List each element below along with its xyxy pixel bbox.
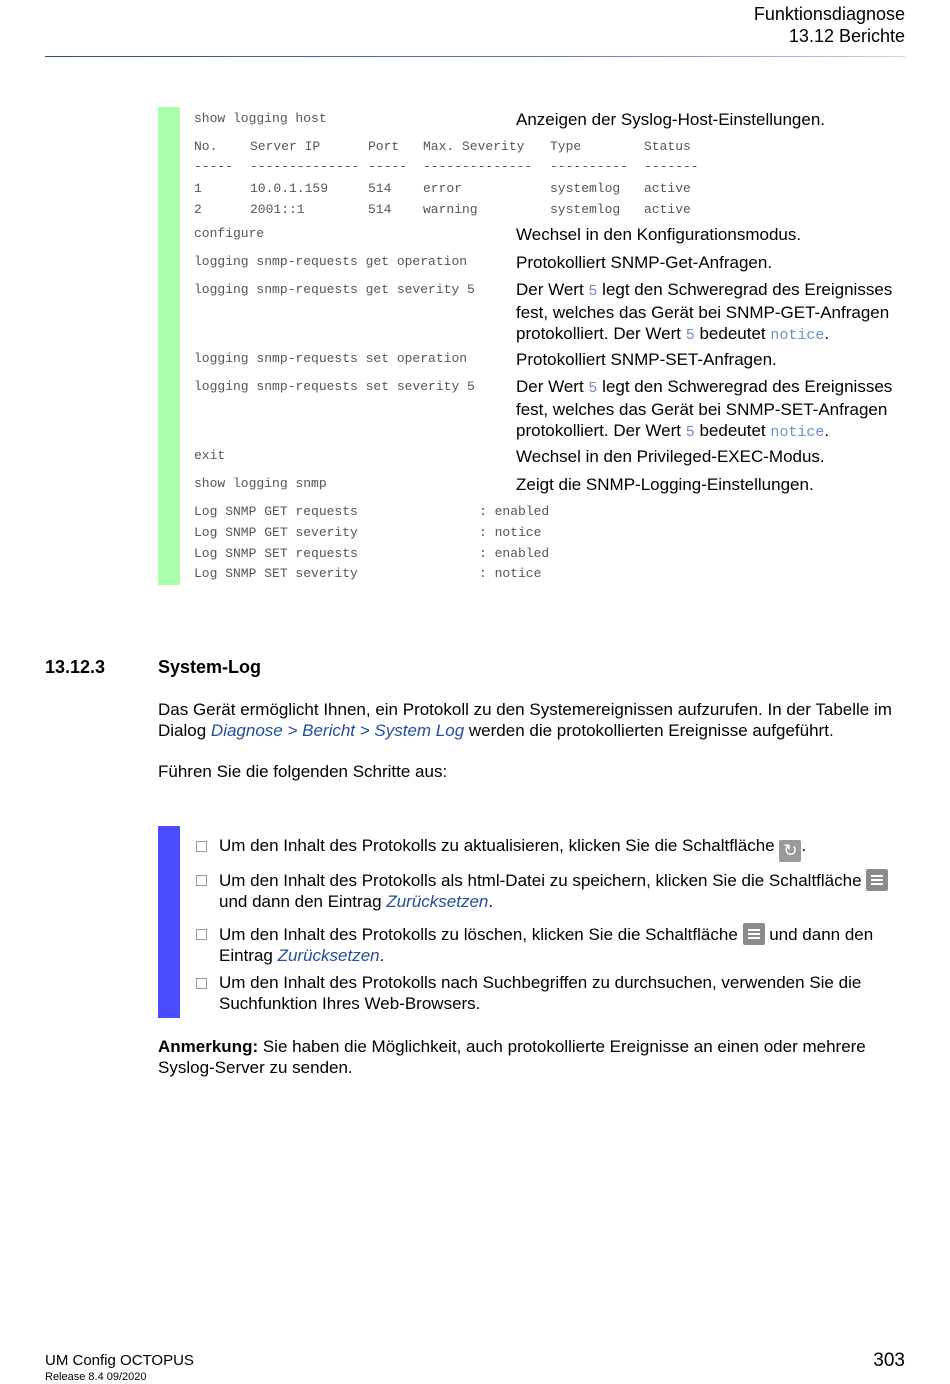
col-status: Status xyxy=(644,139,691,154)
section-intro: Das Gerät ermöglicht Ihnen, ein Protokoll zu den Systemereignissen aufzurufen. In der Tabelle im Dialog Diagnose > Bericht > System Log werden die protokollierten Ereignisse aufgeführt. xyxy=(158,700,892,740)
steps-marker xyxy=(158,826,180,1018)
command-set-operation: logging snmp-requests set operation xyxy=(194,351,468,366)
desc-get-operation: Protokolliert SNMP-Get-Anfragen. xyxy=(516,253,773,272)
output-value: : enabled xyxy=(479,546,550,561)
page-number: 303 xyxy=(873,1350,905,1371)
sep: ----- xyxy=(194,159,234,174)
step-checkbox[interactable] xyxy=(196,841,207,852)
desc-exit: Wechsel in den Privileged-EXEC-Modus. xyxy=(516,447,825,466)
step-checkbox[interactable] xyxy=(196,875,207,886)
output-row: Log SNMP SET requests xyxy=(194,546,358,561)
cell: error xyxy=(423,181,463,196)
reset-entry-link[interactable]: Zurücksetzen xyxy=(277,946,380,965)
step-item: Um den Inhalt des Protokolls als html-Datei zu speichern, klicken Sie die Schaltfläche und dann den Eintrag Zurücksetzen. xyxy=(196,869,906,913)
command-get-severity: logging snmp-requests get severity 5 xyxy=(194,282,475,297)
menu-icon xyxy=(866,869,888,891)
chapter-title: Funktionsdiagnose xyxy=(753,4,905,24)
steps-intro: Führen Sie die folgenden Schritte aus: xyxy=(158,762,448,781)
col-type: Type xyxy=(550,139,582,154)
dialog-path-link[interactable]: Diagnose > Bericht > System Log xyxy=(210,721,465,740)
col-no: No. xyxy=(194,139,218,154)
desc-set-operation: Protokolliert SNMP-SET-Anfragen. xyxy=(516,350,777,369)
cell: 514 xyxy=(368,202,392,217)
command-show-logging-snmp: show logging snmp xyxy=(194,476,327,491)
refresh-icon: ↻ xyxy=(779,840,801,862)
desc-configure: Wechsel in den Konfigurationsmodus. xyxy=(516,225,802,244)
step-item: Um den Inhalt des Protokolls zu löschen, klicken Sie die Schaltfläche und dann den Eintrag Zurücksetzen. xyxy=(196,923,906,967)
col-max-severity: Max. Severity xyxy=(423,139,525,154)
command-get-operation: logging snmp-requests get operation xyxy=(194,254,468,269)
command-set-severity: logging snmp-requests set severity 5 xyxy=(194,379,475,394)
cell: 1 xyxy=(194,181,202,196)
note: Anmerkung: Sie haben die Möglichkeit, auch protokollierte Ereignisse an einen oder mehrere Syslog-Server zu senden. xyxy=(158,1037,866,1077)
sep: ---------- xyxy=(550,159,629,174)
cell: warning xyxy=(423,202,478,217)
sep: ----- xyxy=(368,159,408,174)
cell: systemlog xyxy=(550,202,621,217)
footer-release: Release 8.4 09/2020 xyxy=(45,1371,147,1383)
command-exit: exit xyxy=(194,448,226,463)
step-item: Um den Inhalt des Protokolls zu aktualisieren, klicken Sie die Schaltfläche ↻ . xyxy=(196,835,906,859)
sep: -------------- xyxy=(423,159,533,174)
footer-title: UM Config OCTOPUS xyxy=(45,1352,194,1369)
output-value: : enabled xyxy=(479,504,550,519)
section-heading: System-Log xyxy=(158,657,262,677)
section-title: 13.12 Berichte xyxy=(788,26,905,46)
menu-icon xyxy=(743,923,765,945)
desc-get-severity: Der Wert 5 legt den Schweregrad des Ereignisses fest, welches das Gerät bei SNMP-GET-Anfragen protokolliert. Der Wert 5 bedeutet notice. xyxy=(516,280,893,344)
header-rule xyxy=(45,56,905,57)
command-show-logging-host: show logging host xyxy=(194,111,327,126)
cell: 2001::1 xyxy=(250,202,305,217)
cell: 10.0.1.159 xyxy=(250,181,329,196)
step-checkbox[interactable] xyxy=(196,978,207,989)
sep: -------------- xyxy=(250,159,360,174)
cell: 2 xyxy=(194,202,202,217)
step-checkbox[interactable] xyxy=(196,929,207,940)
cell: active xyxy=(644,202,691,217)
cell: 514 xyxy=(368,181,392,196)
reset-entry-link[interactable]: Zurücksetzen xyxy=(386,892,489,911)
output-row: Log SNMP SET severity xyxy=(194,566,358,581)
cell: active xyxy=(644,181,691,196)
command-configure: configure xyxy=(194,226,265,241)
desc-set-severity: Der Wert 5 legt den Schweregrad des Ereignisses fest, welches das Gerät bei SNMP-SET-Anfragen protokolliert. Der Wert 5 bedeutet notice. xyxy=(516,377,893,441)
section-number: 13.12.3 xyxy=(45,657,106,677)
cell: systemlog xyxy=(550,181,621,196)
col-server-ip: Server IP xyxy=(250,139,321,154)
command-table-marker xyxy=(158,107,180,585)
output-row: Log SNMP GET requests xyxy=(194,504,358,519)
output-row: Log SNMP GET severity xyxy=(194,525,358,540)
desc-show-logging-host: Anzeigen der Syslog-Host-Einstellungen. xyxy=(516,110,826,129)
desc-show-logging-snmp: Zeigt die SNMP-Logging-Einstellungen. xyxy=(516,475,814,494)
output-value: : notice xyxy=(479,525,542,540)
sep: ------- xyxy=(644,159,699,174)
step-item: Um den Inhalt des Protokolls nach Suchbegriffen zu durchsuchen, verwenden Sie die Suchfunktion Ihres Web-Browsers. xyxy=(196,972,906,1016)
output-value: : notice xyxy=(479,566,542,581)
col-port: Port xyxy=(368,139,400,154)
